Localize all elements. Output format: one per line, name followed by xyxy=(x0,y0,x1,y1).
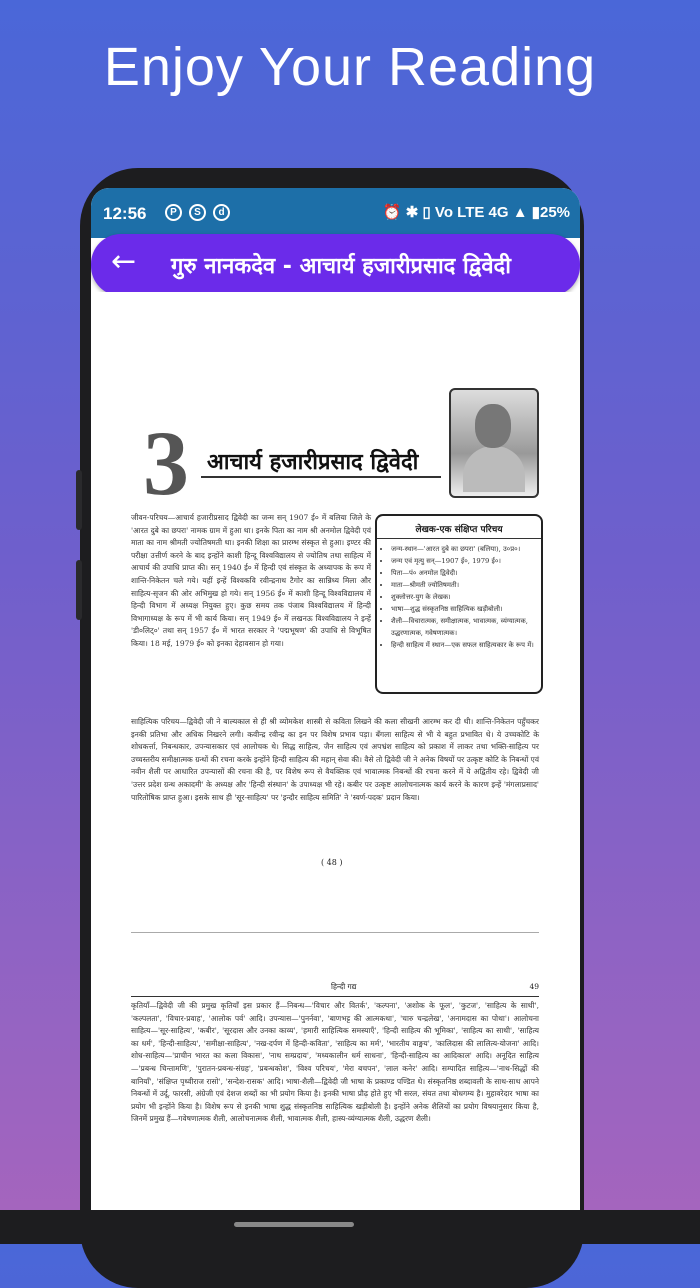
header-page-number: 49 xyxy=(529,982,539,991)
summary-item: • जन्म एवं मृत्यु सन्—1907 ई०, 1979 ई०। xyxy=(391,555,535,567)
volume-button xyxy=(76,470,82,530)
summary-item: • भाषा—शुद्ध संस्कृतनिष्ठ साहित्यिक खड़ीबोली। xyxy=(391,603,535,615)
notification-icon: S xyxy=(189,204,206,221)
author-portrait xyxy=(449,388,539,498)
status-indicators: ⏰ ✱ ▯ Vo LTE 4G ▲ ▮25% xyxy=(382,204,570,221)
literary-intro-text: साहित्यिक परिचय—द्विवेदी जी ने बाल्यकाल से ही श्री व्योमकेश शास्त्री से कविता लिखने की कला सीखनी आरम्भ कर दी थी। शान्ति-निकेतन पहुँचकर इनकी प्रतिभा और अधिक निखरने लगी। कवीन्द्र रवीन्द्र का इन पर विशेष प्रभाव पड़ा। बँगला साहित्य से भी ये बहुत प्रभावित थे। ये उच्चकोटि के शोधकर्त्ता, निबन्धकार, उपन्यासकार एवं आलोचक थे। सिद्ध साहित्य, जैन साहित्य एवं अपभ्रंश साहित्य को प्रकाश में लाकर तथा भक्ति-साहित्य पर उच्चस्तरीय समीक्षात्मक ग्रन्थों की रचना करके इन्होंने हिन्दी साहित्य की महान् सेवा की। वैसे तो द्विवेदी जी ने अनेक विषयों पर उत्कृष्ट कोटि के निबन्धों एवं नवीन शैली पर आधारित उपन्यासों की रचना की है, पर विशेष रूप से वैयक्तिक एवं भावात्मक निबन्धों की रचना करने में ये अद्वितीय रहे। द्विवेदी जी 'उत्तर प्रदेश ग्रन्थ अकादमी' के अध्यक्ष और 'हिन्दी संस्थान' के उपाध्यक्ष भी रहे। कबीर पर उत्कृष्ट आलोचनात्मक कार्य करने के कारण इन्हें 'मंगलाप्रसाद' पारितोषिक प्राप्त हुआ। इसके साथ ही 'सूर-साहित्य' पर 'इन्दौर साहित्य समिति' ने 'स्वर्ण-पदक' प्रदान किया। xyxy=(131,717,539,802)
summary-item: • शुक्लोत्तर-युग के लेखक। xyxy=(391,591,535,603)
back-arrow-icon[interactable]: ← xyxy=(111,244,137,279)
header-label: हिन्दी गद्य xyxy=(331,982,357,991)
promo-title: Enjoy Your Reading xyxy=(103,37,597,97)
status-bar xyxy=(91,188,580,238)
screen xyxy=(91,188,580,1218)
gesture-nav-bar[interactable] xyxy=(234,1222,354,1227)
summary-item: • पिता—पं० अनमोल द्विवेदी। xyxy=(391,567,535,579)
page-number: ( 48 ) xyxy=(321,858,343,867)
status-time: 12:56 xyxy=(103,204,147,223)
biography-text: जीवन-परिचय—आचार्य हजारीप्रसाद द्विवेदी का जन्म सन् 1907 ई० में बलिया जिले के 'आरत दुबे का छपरा' नामक ग्राम में हुआ था। इनके पिता का नाम श्री अनमोल द्विवेदी एवं माता का नाम श्रीमती ज्योतिषमती था। इनकी शिक्षा का प्रारम्भ संस्कृत से हुआ। इण्टर की परीक्षा उत्तीर्ण करने के बाद इन्होंने काशी हिन्दू विश्वविद्यालय से ज्योतिष तथा साहित्य में आचार्य की उपाधि प्राप्त की। सन् 1940 ई० में हिन्दी एवं संस्कृत के अध्यापक के रूप में शान्ति-निकेतन चले गये। यहीं इन्हें विश्वकवि रवीन्द्रनाथ टैगोर का सान्निध्य मिला और साहित्य-सृजन की ओर अभिमुख हो गये। सन् 1956 ई० में काशी हिन्दू विश्वविद्यालय में हिन्दी विभाग में अध्यक्ष नियुक्त हुए। कुछ समय तक पंजाब विश्वविद्यालय में हिन्दी विभागाध्यक्ष के रूप में भी कार्य किया। सन् 1949 ई० में लखनऊ विश्वविद्यालय ने इन्हें 'डी०लिट्०' तथा सन् 1957 ई० में भारत सरकार ने 'पद्मभूषण' की उपाधि से विभूषित किया। 18 मई, 1979 ई० को इनका देहावसान हो गया। xyxy=(131,513,371,648)
divider xyxy=(201,476,441,478)
chapter-number: 3 xyxy=(143,412,189,514)
page-separator xyxy=(131,932,539,933)
summary-box-title: लेखक-एक संक्षिप्त परिचय xyxy=(377,522,541,539)
notification-icon: d xyxy=(213,204,230,221)
summary-item: • माता—श्रीमती ज्योतिषमती। xyxy=(391,579,535,591)
phone-bottom-bezel xyxy=(0,1210,700,1244)
author-summary-box xyxy=(375,514,543,694)
notification-icon: P xyxy=(165,204,182,221)
page-title: गुरु नानकदेव - आचार्य हजारीप्रसाद द्विवेदी xyxy=(171,254,511,279)
portrait-face xyxy=(475,404,511,448)
volume-button xyxy=(76,560,82,620)
chapter-title: आचार्य हजारीप्रसाद द्विवेदी xyxy=(207,449,419,475)
works-text: कृतियाँ—द्विवेदी जी की प्रमुख कृतियाँ इस प्रकार हैं—निबन्ध—'विचार और वितर्क', 'कल्पना', 'अशोक के फूल', 'कुटज', 'साहित्य के साथी', 'कल्पलता', 'विचार-प्रवाह', 'आलोक पर्व' आदि। उपन्यास—'पुनर्नवा', 'बाणभट्ट की आत्मकथा', 'चारु चन्द्रलेख', 'अनामदास का पोथा'। आलोचना साहित्य—'सूर-साहित्य', 'कबीर', 'सूरदास और उनका काव्य', 'हमारी साहित्यिक समस्याएँ', 'हिन्दी साहित्य की भूमिका', 'साहित्य का साथी', 'साहित्य का धर्म', 'हिन्दी-साहित्य', 'समीक्षा-साहित्य', 'नख-दर्पण में हिन्दी-कविता', 'साहित्य का मर्म', 'भारतीय वाङ्मय', 'कालिदास की लालित्य-योजना' आदि। शोध-साहित्य—'प्राचीन भारत का कला विकास', 'नाथ सम्प्रदाय', 'मध्यकालीन धर्म साधना', 'हिन्दी-साहित्य का आदिकाल' आदि। अनूदित साहित्य—'प्रबन्ध चिन्तामणि', 'पुरातन-प्रबन्ध-संग्रह', 'प्रबन्धकोश', 'विश्व परिचय', 'मेरा बचपन', 'लाल कनेर' आदि। सम्पादित साहित्य—'नाथ-सिद्धों की बानियाँ', 'संक्षिप्त पृथ्वीराज रासो', 'सन्देश-रासक' आदि। भाषा-शैली—द्विवेदी जी भाषा के प्रकाण्ड पण्डित थे। संस्कृतनिष्ठ शब्दावली के साथ-साथ आपने निबन्धों में उर्दू, फारसी, अंग्रेजी एवं देशज शब्दों का भी प्रयोग किया है। इनकी भाषा प्रौढ़ होते हुए भी सरल, संयत तथा बोधगम्य है। मुहावरेदार भाषा का प्रयोग भी इन्होंने किया है। विशेष रूप से इनकी भाषा शुद्ध संस्कृतनिष्ठ साहित्यिक खड़ीबोली है। इन्होंने अनेक शैलियों का प्रयोग विषयानुसार किया है, जिनमें प्रमुख हैं—गवेषणात्मक शैली, आलोचनात्मक शैली, भावात्मक शैली, हास्य-व्यंग्यात्मक शैली, उद्धरण शैली। xyxy=(131,1001,539,1124)
summary-item: • जन्म-स्थान—'आरत दुबे का छपरा' (बलिया), उ०प्र०। xyxy=(391,543,535,555)
header-line xyxy=(131,996,539,997)
book-page[interactable] xyxy=(91,292,580,1218)
portrait-body xyxy=(463,446,525,492)
summary-item: • हिन्दी साहित्य में स्थान—एक सफल साहित्यकार के रूप में। xyxy=(391,639,535,651)
summary-item: • शैली—विचारात्मक, समीक्षात्मक, भावात्मक, व्यंग्यात्मक, उद्धरणात्मक, गवेषणात्मक। xyxy=(391,615,535,639)
app-bar xyxy=(91,234,580,296)
